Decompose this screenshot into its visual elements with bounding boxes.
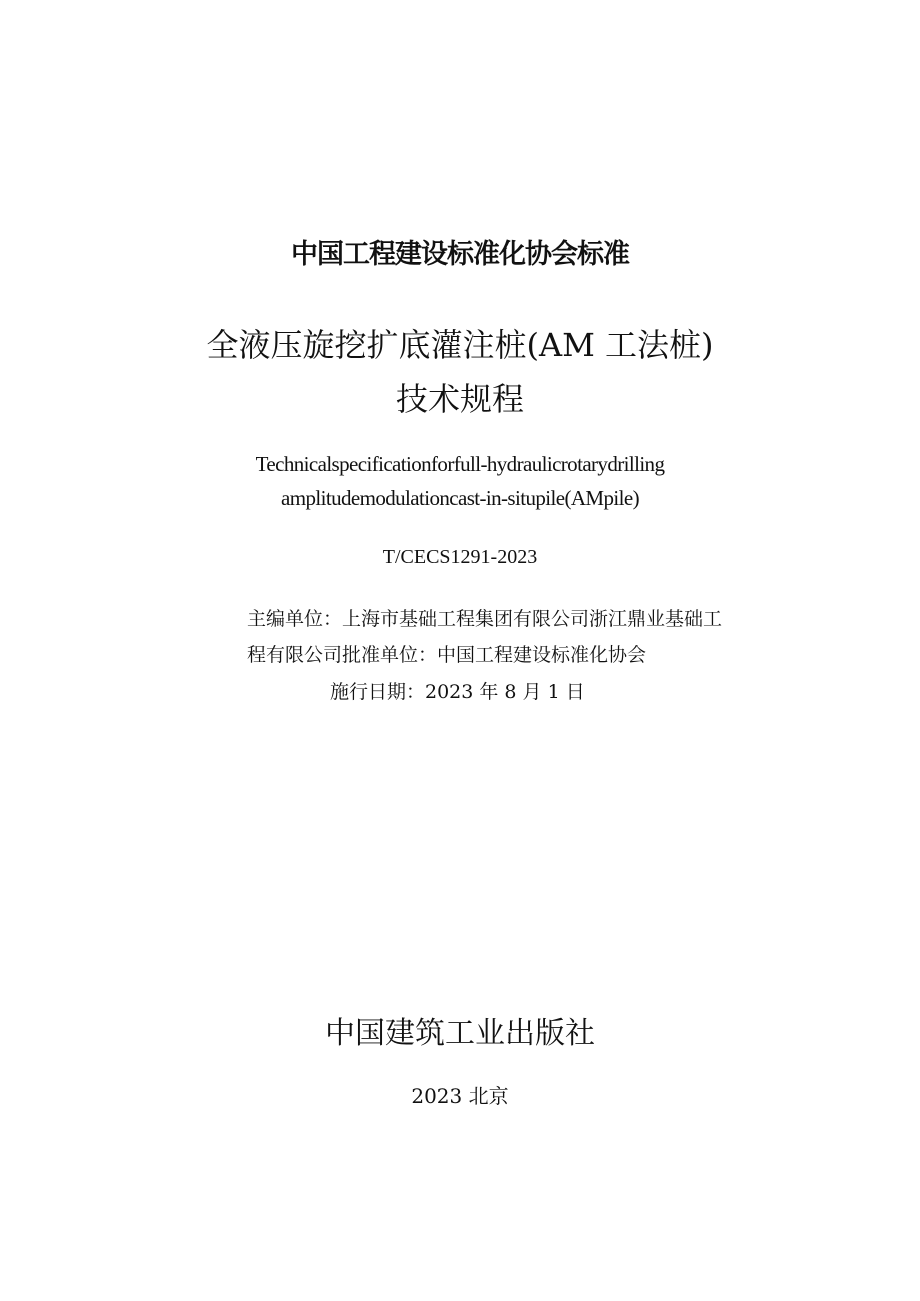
publisher-name: 中国建筑工业出版社 [325, 1016, 595, 1051]
approval-unit-line: 程有限公司批准单位：中国工程建设标准化协会 [247, 644, 647, 666]
standard-number: T/CECS1291-2023 [382, 546, 538, 568]
standard-series-header: 中国工程建设标准化协会标准 [291, 239, 629, 270]
publication-place-year: 2023 北京 [411, 1084, 509, 1108]
title-english-line-1: Technicalspecificationforfull-hydraulicrotarydrilling [255, 452, 665, 476]
effective-date-line: 施行日期：2023 年 8 月 1 日 [330, 681, 585, 703]
title-chinese-line-2: 技术规程 [395, 380, 524, 418]
title-english-line-2: amplitudemodulationcast-in-situpile(AMpile) [281, 486, 639, 510]
editor-unit-line: 主编单位：上海市基础工程集团有限公司浙江鼎业基础工 [247, 608, 723, 630]
title-chinese-line-1: 全液压旋挖扩底灌注桩(AM 工法桩) [206, 326, 714, 364]
